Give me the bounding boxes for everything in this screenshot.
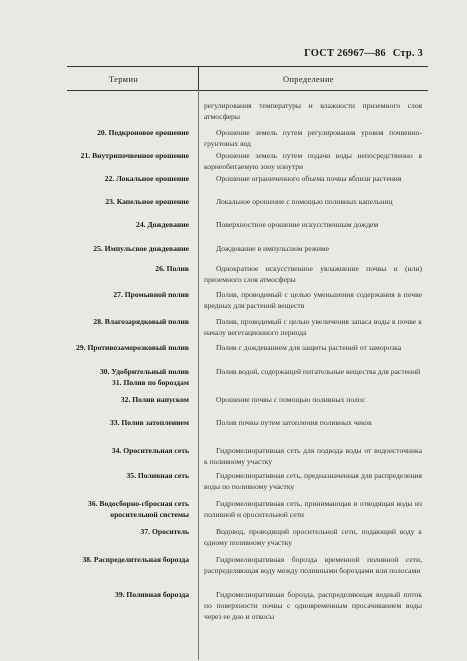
term-cell: 34. Оросительная сеть <box>111 446 189 455</box>
term-cell: 32. Полив напуском <box>120 395 189 404</box>
definition-cell: Гидромелиоративная сеть, принимающая и отводящая воды из поливной и оросительной сети <box>204 499 422 519</box>
term-cell: 21. Внутрипочвенное орошение <box>80 151 189 160</box>
definition-cell: Полив с дождеванием для защиты растений от заморозка <box>216 343 402 352</box>
term-cell: 27. Промывной полив <box>113 290 189 299</box>
definition-cell: Однократное искусственное увлажнение почвы и (или) приземного слоя атмосферы <box>204 264 422 284</box>
definition-cell: Поверхностное орошение искусственным дождем <box>216 220 379 229</box>
term-cell: 35. Поливная сеть <box>126 471 189 480</box>
definition-cell: Орошение земель путем регулирования уровня почвенно-грунтовых вод <box>204 128 422 148</box>
term-cell: 23. Капельное орошение <box>105 197 189 206</box>
body-divider <box>198 90 199 660</box>
definition-column-header: Определение <box>283 74 334 84</box>
definition-cell: Гидромелиоративная сеть, предназначенная для распределения воды по поливному участку <box>204 471 422 491</box>
table-top-rule <box>67 66 428 67</box>
term-cell: 36. Водосборно-сбросная сеть оросительной системы <box>88 499 189 519</box>
definition-cell: Полив, проводимый с целью уменьшения содержания в почве вредных для растений веществ <box>204 290 422 310</box>
term-cell: 30. Удобрительный полив <box>99 367 189 376</box>
definition-cell: Орошение земель путем подачи воды непосредственно в корнеобитаемую зону изнутри <box>204 151 422 171</box>
term-cell: 20. Подкроновое орошение <box>97 128 189 137</box>
definition-cell: Полив почвы путем затопления поливных чеков <box>216 418 372 427</box>
term-cell: 33. Полив затоплением <box>109 418 189 427</box>
definition-cell: Полив, проводимый с целью увеличения запаса воды в почве к началу вегетационного периода <box>204 317 422 337</box>
page-number: Стр. 3 <box>392 48 423 59</box>
definition-cell: Водовод, проводящий оросительной сети, подающий воду к одному поливному участку <box>204 527 422 547</box>
continuation-text: регулирования температуры и влажности приземного слоя атмосферы <box>204 101 422 121</box>
definition-cell: Локальное орошение с помощью поливных капельниц <box>216 197 393 206</box>
table-head-rule <box>67 90 428 91</box>
term-cell: 29. Противозаморозковый полив <box>76 343 189 352</box>
term-cell: 28. Влагозарядковый полив <box>93 317 189 326</box>
term-cell: 38. Распределительная борозда <box>82 555 189 564</box>
standard-code: ГОСТ 26967—86 <box>304 48 386 59</box>
term-cell: 24. Дождевание <box>136 220 189 229</box>
head-divider <box>198 66 199 90</box>
definition-cell: Орошение ограниченного объема почвы вблизи растения <box>216 174 402 183</box>
term-column-header: Термин <box>109 74 139 84</box>
term-cell: 31. Полив по бороздам <box>112 378 189 387</box>
term-cell: 37. Ороситель <box>140 527 189 536</box>
term-cell: 22. Локальное орошение <box>104 174 189 183</box>
term-cell: 26. Полив <box>155 264 189 273</box>
definition-cell: Полив водой, содержащей питательные вещества для растений <box>216 367 421 376</box>
definition-cell: Гидромелиоративная борозда временной поливной сети, распределяющая воду между поливными бороздами или полосами <box>204 555 422 575</box>
term-cell: 39. Поливная борозда <box>115 590 189 599</box>
terms-table <box>67 66 428 660</box>
page-header <box>304 48 423 59</box>
definition-cell: Орошение почвы с помощью поливных полос <box>216 395 366 404</box>
definition-cell: Гидромелиоративная сеть для подвода воды от водоисточника к поливному участку <box>204 446 422 466</box>
definition-cell: Гидромелиоративная борозда, распределяющая водный поток по поверхности почвы с одновременным просачиванием воды через ее дно и откосы <box>204 590 422 621</box>
term-cell: 25. Импульсное дождевание <box>93 244 189 253</box>
definition-cell: Дождевание в импульсном режиме <box>216 244 330 253</box>
